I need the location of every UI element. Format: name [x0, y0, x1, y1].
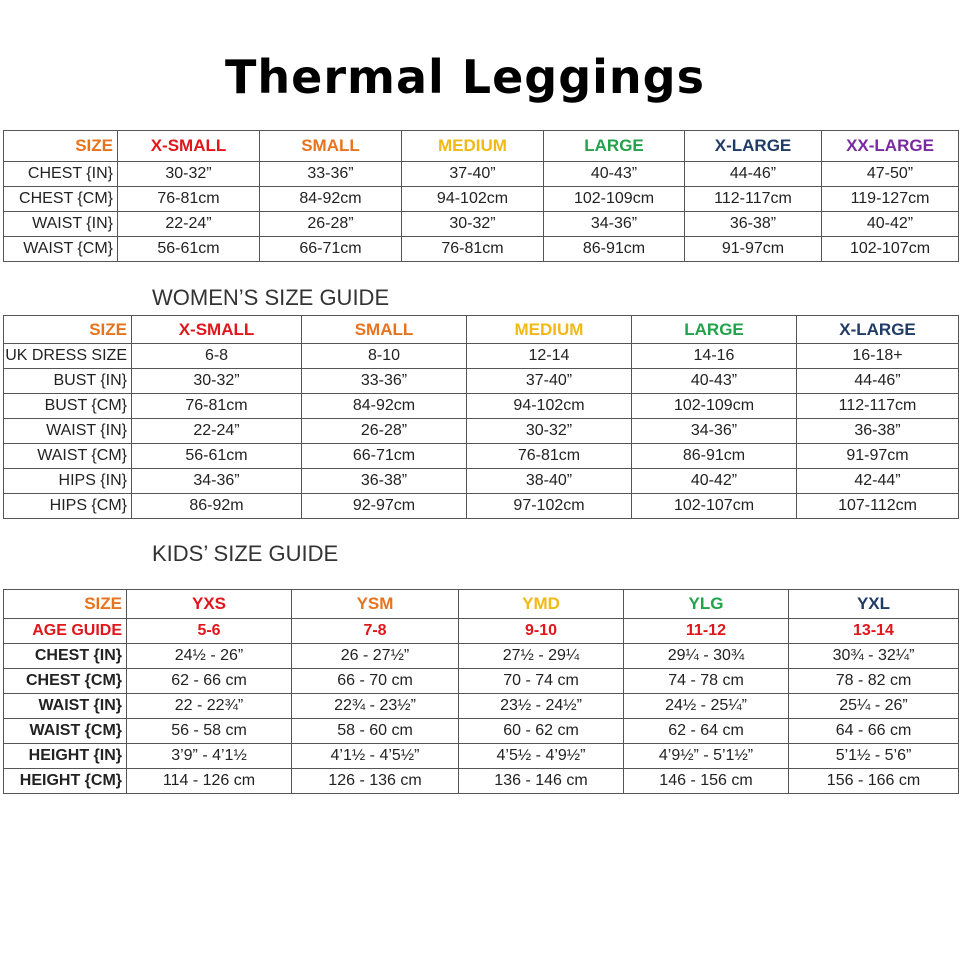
table-cell: 13-14	[789, 619, 959, 644]
table-cell: 22-24”	[118, 212, 260, 237]
table-cell: 66 - 70 cm	[292, 669, 459, 694]
size-xlarge: X-LARGE	[685, 131, 822, 162]
row-label: WAIST {CM}	[4, 237, 118, 262]
size-xsmall: X-SMALL	[118, 131, 260, 162]
row-label: CHEST {IN}	[4, 162, 118, 187]
size-yxs: YXS	[127, 590, 292, 619]
table-cell: 47-50”	[822, 162, 959, 187]
size-xlarge: X-LARGE	[797, 316, 959, 344]
row-label: WAIST {IN}	[4, 694, 127, 719]
table-cell: 33-36”	[302, 369, 467, 394]
table-row	[4, 769, 959, 794]
table-cell: 3’9” - 4’1½	[127, 744, 292, 769]
table-cell: 24½ - 26”	[127, 644, 292, 669]
table-cell: 26-28”	[302, 419, 467, 444]
table-cell: 12-14	[467, 344, 632, 369]
table-cell: 4’5½ - 4’9½”	[459, 744, 624, 769]
size-medium: MEDIUM	[402, 131, 544, 162]
table-cell: 7-8	[292, 619, 459, 644]
unisex-size-table	[3, 130, 959, 262]
table-cell: 11-12	[624, 619, 789, 644]
page-title: Thermal Leggings	[225, 50, 705, 104]
row-label: HIPS {CM}	[4, 494, 132, 519]
table-cell: 4’1½ - 4’5½”	[292, 744, 459, 769]
size-xxlarge: XX-LARGE	[822, 131, 959, 162]
table-cell: 30¾ - 32¼”	[789, 644, 959, 669]
table-cell: 56-61cm	[118, 237, 260, 262]
table-cell: 30-32”	[467, 419, 632, 444]
table-cell: 146 - 156 cm	[624, 769, 789, 794]
table-cell: 38-40”	[467, 469, 632, 494]
table-cell: 56 - 58 cm	[127, 719, 292, 744]
table-row	[4, 744, 959, 769]
table-row	[4, 187, 959, 212]
size-ylg: YLG	[624, 590, 789, 619]
size-large: LARGE	[632, 316, 797, 344]
table-cell: 22-24”	[132, 419, 302, 444]
size-header: SIZE	[4, 316, 132, 344]
table-cell: 29¼ - 30¾	[624, 644, 789, 669]
size-header: SIZE	[4, 590, 127, 619]
table-cell: 94-102cm	[467, 394, 632, 419]
table-cell: 84-92cm	[260, 187, 402, 212]
women-size-table	[3, 315, 959, 519]
table-cell: 40-42”	[632, 469, 797, 494]
table-row	[4, 369, 959, 394]
table-cell: 58 - 60 cm	[292, 719, 459, 744]
table-cell: 60 - 62 cm	[459, 719, 624, 744]
size-header: SIZE	[4, 131, 118, 162]
row-label: HEIGHT {IN}	[4, 744, 127, 769]
table-cell: 91-97cm	[797, 444, 959, 469]
table-cell: 4’9½” - 5’1½”	[624, 744, 789, 769]
table-cell: 126 - 136 cm	[292, 769, 459, 794]
table-cell: 22¾ - 23½”	[292, 694, 459, 719]
table-cell: 24½ - 25¼”	[624, 694, 789, 719]
table-cell: 5-6	[127, 619, 292, 644]
table-cell: 78 - 82 cm	[789, 669, 959, 694]
table-cell: 14-16	[632, 344, 797, 369]
row-label: WAIST {CM}	[4, 719, 127, 744]
table-cell: 9-10	[459, 619, 624, 644]
table-header-row	[4, 590, 959, 619]
table-cell: 97-102cm	[467, 494, 632, 519]
table-cell: 34-36”	[544, 212, 685, 237]
table-cell: 112-117cm	[685, 187, 822, 212]
row-label: WAIST {IN}	[4, 212, 118, 237]
kids-size-guide-heading: KIDS’ SIZE GUIDE	[152, 541, 339, 566]
table-cell: 30-32”	[132, 369, 302, 394]
table-row	[4, 694, 959, 719]
table-cell: 34-36”	[132, 469, 302, 494]
size-small: SMALL	[302, 316, 467, 344]
table-row	[4, 212, 959, 237]
table-cell: 44-46”	[685, 162, 822, 187]
table-cell: 44-46”	[797, 369, 959, 394]
table-cell: 102-109cm	[544, 187, 685, 212]
size-small: SMALL	[260, 131, 402, 162]
table-cell: 156 - 166 cm	[789, 769, 959, 794]
table-cell: 112-117cm	[797, 394, 959, 419]
table-cell: 37-40”	[402, 162, 544, 187]
table-cell: 23½ - 24½”	[459, 694, 624, 719]
table-row	[4, 419, 959, 444]
table-cell: 33-36”	[260, 162, 402, 187]
kids-size-table	[3, 589, 959, 794]
table-cell: 8-10	[302, 344, 467, 369]
table-cell: 26 - 27½”	[292, 644, 459, 669]
table-cell: 36-38”	[685, 212, 822, 237]
size-yxl: YXL	[789, 590, 959, 619]
table-cell: 114 - 126 cm	[127, 769, 292, 794]
table-cell: 119-127cm	[822, 187, 959, 212]
size-large: LARGE	[544, 131, 685, 162]
row-label: CHEST {CM}	[4, 187, 118, 212]
table-cell: 102-109cm	[632, 394, 797, 419]
table-row	[4, 344, 959, 369]
table-row	[4, 394, 959, 419]
table-row	[4, 644, 959, 669]
row-label: BUST {CM}	[4, 394, 132, 419]
table-cell: 22 - 22¾”	[127, 694, 292, 719]
table-row	[4, 162, 959, 187]
table-header-row	[4, 316, 959, 344]
table-cell: 16-18+	[797, 344, 959, 369]
table-cell: 26-28”	[260, 212, 402, 237]
table-cell: 92-97cm	[302, 494, 467, 519]
row-label: HEIGHT {CM}	[4, 769, 127, 794]
table-cell: 56-61cm	[132, 444, 302, 469]
table-cell: 34-36”	[632, 419, 797, 444]
row-label: BUST {IN}	[4, 369, 132, 394]
table-cell: 40-42”	[822, 212, 959, 237]
table-row	[4, 719, 959, 744]
table-cell: 102-107cm	[822, 237, 959, 262]
table-row	[4, 237, 959, 262]
table-cell: 102-107cm	[632, 494, 797, 519]
row-label: WAIST {IN}	[4, 419, 132, 444]
row-label: HIPS {IN}	[4, 469, 132, 494]
table-cell: 30-32”	[118, 162, 260, 187]
table-cell: 76-81cm	[402, 237, 544, 262]
table-cell: 94-102cm	[402, 187, 544, 212]
table-row	[4, 494, 959, 519]
table-cell: 64 - 66 cm	[789, 719, 959, 744]
row-label: UK DRESS SIZE	[4, 344, 132, 369]
women-size-guide-heading: WOMEN’S SIZE GUIDE	[152, 285, 390, 310]
table-cell: 70 - 74 cm	[459, 669, 624, 694]
table-cell: 76-81cm	[467, 444, 632, 469]
table-cell: 91-97cm	[685, 237, 822, 262]
table-cell: 86-92m	[132, 494, 302, 519]
table-cell: 5’1½ - 5’6”	[789, 744, 959, 769]
size-ysm: YSM	[292, 590, 459, 619]
table-cell: 62 - 66 cm	[127, 669, 292, 694]
table-cell: 74 - 78 cm	[624, 669, 789, 694]
table-cell: 40-43”	[632, 369, 797, 394]
size-ymd: YMD	[459, 590, 624, 619]
table-cell: 76-81cm	[118, 187, 260, 212]
table-cell: 86-91cm	[632, 444, 797, 469]
row-label: WAIST {CM}	[4, 444, 132, 469]
table-cell: 66-71cm	[260, 237, 402, 262]
table-cell: 66-71cm	[302, 444, 467, 469]
table-cell: 40-43”	[544, 162, 685, 187]
size-xsmall: X-SMALL	[132, 316, 302, 344]
table-row	[4, 669, 959, 694]
table-cell: 86-91cm	[544, 237, 685, 262]
row-label: CHEST {CM}	[4, 669, 127, 694]
table-cell: 6-8	[132, 344, 302, 369]
row-label: AGE GUIDE	[4, 619, 127, 644]
table-cell: 136 - 146 cm	[459, 769, 624, 794]
table-cell: 76-81cm	[132, 394, 302, 419]
table-cell: 42-44”	[797, 469, 959, 494]
table-cell: 84-92cm	[302, 394, 467, 419]
table-cell: 107-112cm	[797, 494, 959, 519]
age-guide-row	[4, 619, 959, 644]
table-header-row	[4, 131, 959, 162]
table-cell: 36-38”	[797, 419, 959, 444]
size-medium: MEDIUM	[467, 316, 632, 344]
table-cell: 36-38”	[302, 469, 467, 494]
table-cell: 27½ - 29¼	[459, 644, 624, 669]
table-cell: 62 - 64 cm	[624, 719, 789, 744]
row-label: CHEST {IN}	[4, 644, 127, 669]
table-cell: 30-32”	[402, 212, 544, 237]
table-row	[4, 444, 959, 469]
table-cell: 37-40”	[467, 369, 632, 394]
table-row	[4, 469, 959, 494]
table-cell: 25¼ - 26”	[789, 694, 959, 719]
